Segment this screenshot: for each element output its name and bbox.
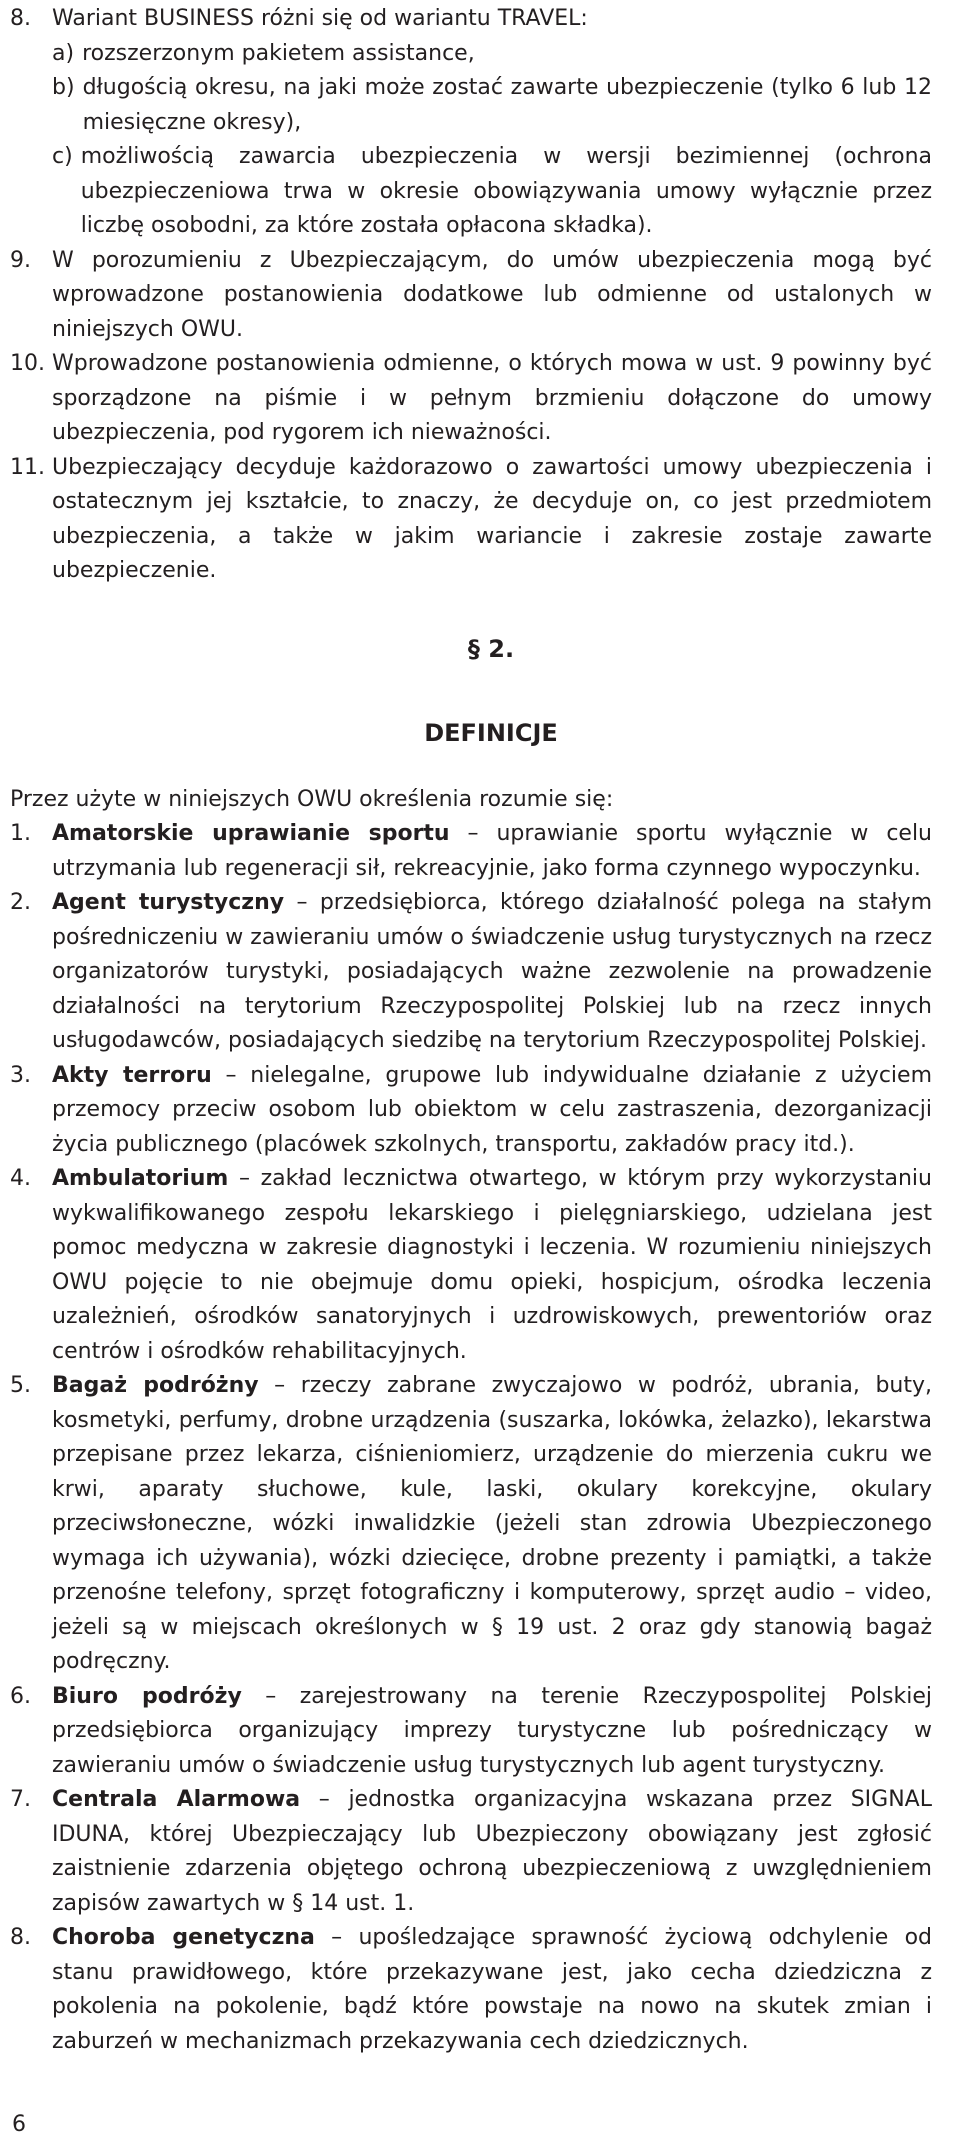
definition-body — [52, 1162, 932, 1369]
definition-term: Amatorskie uprawianie sportu — [52, 821, 450, 846]
definitions-intro: Przez użyte w niniejszych OWU określenia rozumie się: — [10, 786, 614, 812]
definition-body — [52, 1059, 932, 1163]
definition-item — [10, 1921, 932, 2059]
section-heading: DEFINICJE — [424, 718, 558, 747]
definition-text: – nielegalne, grupowe lub indywidualne działanie z użyciem przemocy przeciw osobom lub obiektom w celu zastraszenia, dezorganizacji życia publicznego (placówek szkolnych, transportu, zakładów pracy itd.). — [52, 1062, 932, 1157]
definition-term: Agent turystyczny — [52, 890, 285, 915]
sub-item — [52, 140, 932, 244]
clause-item — [10, 347, 932, 451]
definition-term: Biuro podróży — [52, 1683, 242, 1709]
definition-body — [52, 886, 932, 1059]
definition-item — [10, 1162, 932, 1369]
definition-number: 8. — [10, 1925, 31, 1950]
definition-term: Choroba genetyczna — [52, 1925, 315, 1950]
definition-text: – rzeczy zabrane zwyczajowo w podróż, ubrania, buty, kosmetyki, perfumy, drobne urządzenia (suszarka, lokówka, żelazko), lekarstwa przepisane przez lekarza, ciśnieniomierz, urządzenie do mierzenia cukru we krwi, aparaty słuchowe, kule, laski, okulary korekcyjne, okulary przeciwsłoneczne, wózki inwalidzkie (jeżeli stan zdrowia Ubezpieczonego wymaga ich używania), wózki dziecięce, drobne prezenty i pamiątki, a także przenośne telefony, sprzęt fotograficzny i komputerowy, sprzęt audio – video, jeżeli są w miejscach określonych w § 19 ust. 2 oraz gdy stanowią bagaż podręczny. — [52, 1373, 933, 1674]
clause-text: Ubezpieczający decyduje każdorazowo o zawartości umowy ubezpieczenia i ostatecznym jej kształcie, to znaczy, że decyduje on, co jest przedmiotem ubezpieczenia, a także w jakim wariancie i zakresie zostaje zawarte ubezpieczenie. — [52, 454, 932, 583]
definition-number: 4. — [10, 1166, 31, 1191]
definition-item — [10, 1680, 932, 1784]
definition-body — [52, 1680, 932, 1784]
sub-item — [52, 37, 932, 72]
sub-item-text: możliwością zawarcia ubezpieczenia w wersji bezimiennej (ochrona ubezpieczeniowa trwa w okresie obowiązywania umowy wyłącznie przez liczbę osobodni, za które została opłacona składka). — [80, 144, 932, 238]
sub-item-label: b) — [52, 75, 75, 100]
clause-item — [10, 2, 932, 244]
definition-number: 6. — [10, 1683, 31, 1709]
section-number: § 2. — [467, 634, 515, 663]
definition-term: Akty terroru — [52, 1062, 212, 1088]
definition-item — [10, 1783, 932, 1921]
definition-text: – zakład lecznictwa otwartego, w którym przy wykorzystaniu wykwalifikowanego zespołu lekarskiego i pielęgniarskiego, udzielana jest pomoc medyczna w zakresie diagnostyki i leczenia. W rozumieniu niniejszych OWU pojęcie to nie obejmuje domu opieki, hospicjum, ośrodka leczenia uzależnień, ośrodków sanatoryjnych i uzdrowiskowych, prewentoriów oraz centrów i ośrodków rehabilitacyjnych. — [52, 1166, 932, 1364]
clause-text: Wariant BUSINESS różni się od wariantu TRAVEL: — [52, 6, 588, 31]
definition-number: 3. — [10, 1062, 31, 1088]
definition-number: 1. — [10, 821, 31, 846]
sub-item-text: rozszerzonym pakietem assistance, — [82, 40, 475, 66]
clause-number: 10. — [10, 351, 45, 376]
definition-term: Bagaż podróżny — [52, 1373, 259, 1398]
sub-item-label: c) — [52, 144, 73, 169]
definition-number: 7. — [10, 1787, 31, 1812]
definition-body — [52, 1783, 932, 1921]
definition-text: – jednostka organizacyjna wskazana przez SIGNAL IDUNA, której Ubezpieczający lub Ubezpieczony obowiązany jest zgłosić zaistnienie zdarzenia objętego ochroną ubezpieczeniową z uwzględnieniem zapisów zawartych w § 14 ust. 1. — [52, 1787, 932, 1916]
sub-item-label: a) — [52, 40, 75, 66]
clause-body — [52, 2, 932, 244]
definition-body — [52, 1369, 932, 1680]
definition-text: – przedsiębiorca, którego działalność polega na stałym pośredniczeniu w zawieraniu umów o świadczenie usług turystycznych na rzecz organizatorów turystyki, posiadających ważne zezwolenie na prowadzenie działalności na terytorium Rzeczypospolitej Polskiej lub na rzecz innych usługodawców, posiadających siedzibę na terytorium Rzeczypospolitej Polskiej. — [52, 890, 933, 1053]
definition-term: Centrala Alarmowa — [52, 1787, 301, 1812]
clause-text: W porozumieniu z Ubezpieczającym, do umów ubezpieczenia mogą być wprowadzone postanowienia dodatkowe lub odmienne od ustalonych w niniejszych OWU. — [52, 247, 932, 342]
page-number: 6 — [12, 2112, 26, 2137]
clause-text: Wprowadzone postanowienia odmienne, o których mowa w ust. 9 powinny być sporządzone na piśmie i w pełnym brzmieniu dołączone do umowy ubezpieczenia, pod rygorem ich nieważności. — [52, 351, 932, 445]
sub-item-text: długością okresu, na jaki może zostać zawarte ubezpieczenie (tylko 6 lub 12 miesięczne okresy), — [82, 75, 932, 135]
definition-text: – uprawianie sportu wyłącznie w celu utrzymania lub regeneracji sił, rekreacyjnie, jako forma czynnego wypoczynku. — [52, 821, 933, 881]
definition-item — [10, 1369, 932, 1680]
clause-number: 8. — [10, 6, 31, 31]
sub-item — [52, 71, 932, 140]
definition-item — [10, 886, 932, 1059]
clause-number: 11. — [10, 454, 45, 480]
definition-body — [52, 1921, 932, 2059]
definition-number: 2. — [10, 890, 31, 915]
definition-text: – zarejestrowany na terenie Rzeczypospolitej Polskiej przedsiębiorca organizujący imprezy turystyczne lub pośredniczący w zawieraniu umów o świadczenie usług turystycznych lub agent turystyczny. — [52, 1683, 932, 1778]
clause-number: 9. — [10, 247, 31, 273]
definition-text: – upośledzające sprawność życiową odchylenie od stanu prawidłowego, które przekazywane jest, jako cecha dziedziczna z pokolenia na pokolenie, bądź które powstaje na nowo na skutek zmian i zaburzeń w mechanizmach przekazywania cech dziedzicznych. — [52, 1925, 932, 2054]
clause-item — [10, 244, 932, 348]
definition-number: 5. — [10, 1373, 31, 1398]
text-column — [10, 2, 932, 2059]
definition-body — [52, 817, 932, 886]
definition-item — [10, 817, 932, 886]
definition-item — [10, 1059, 932, 1163]
clause-item — [10, 451, 932, 589]
definition-term: Ambulatorium — [52, 1166, 229, 1191]
